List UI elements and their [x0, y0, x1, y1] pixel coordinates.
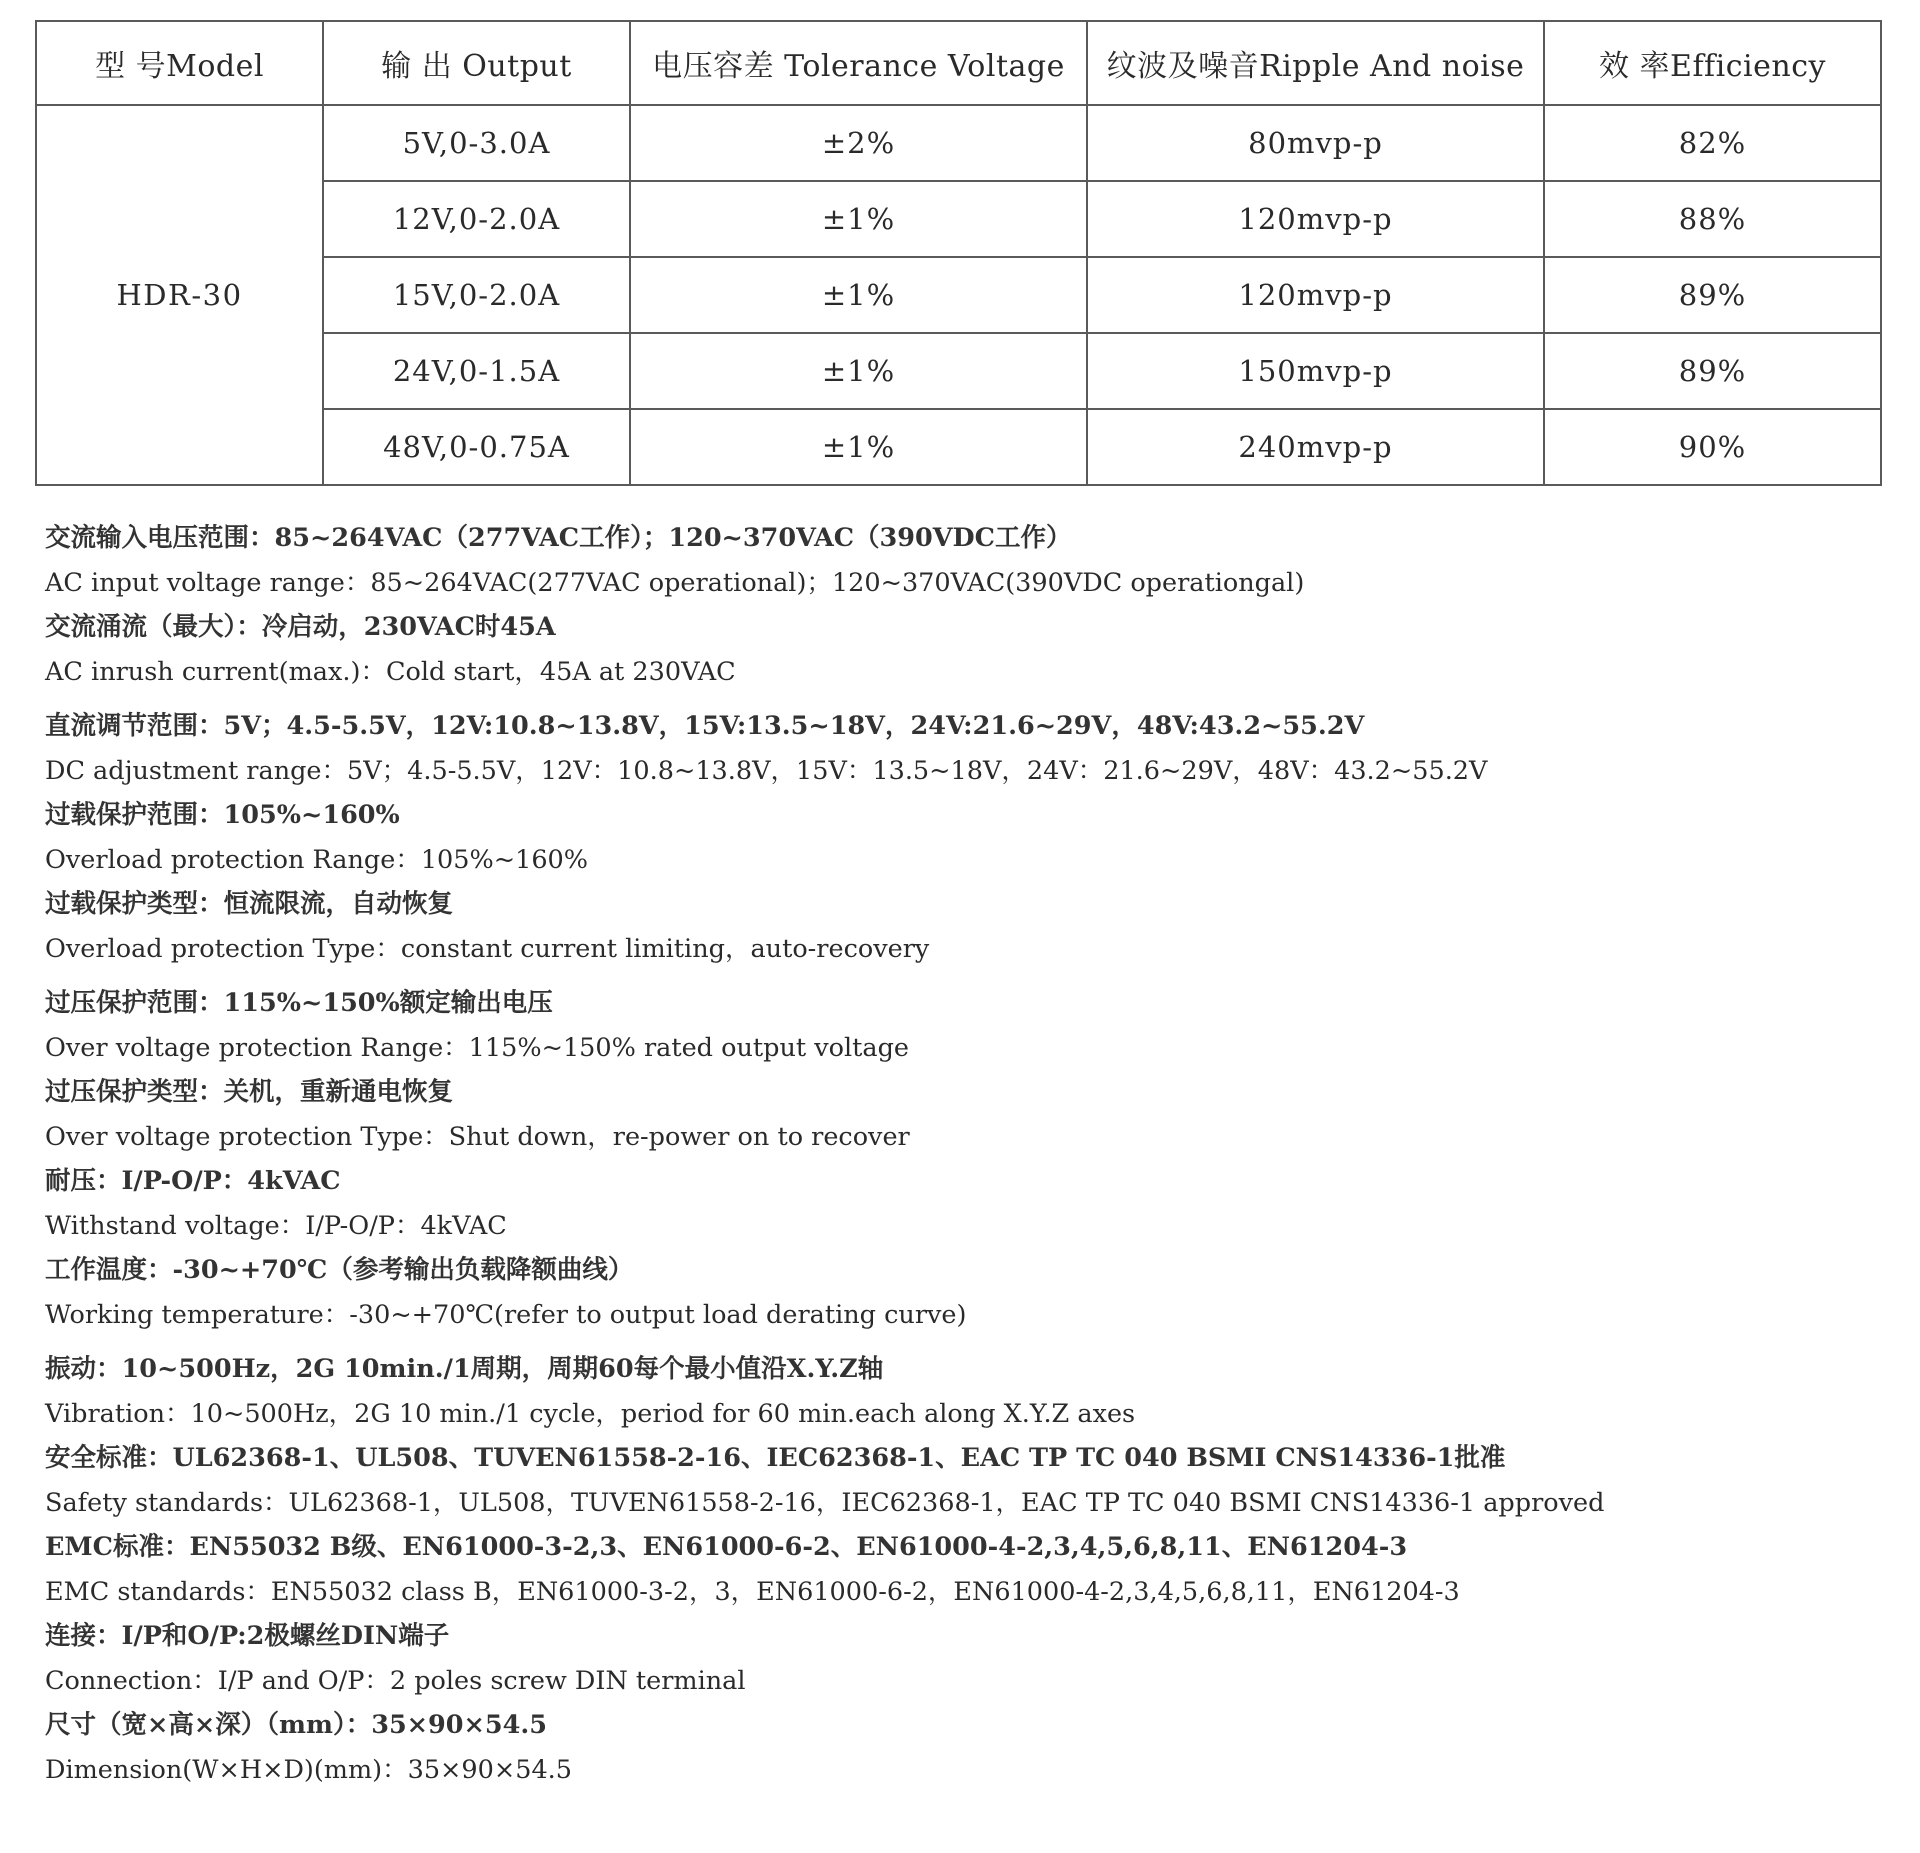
connection-cn: 连接：I/P和O/P:2极螺丝DIN端子: [45, 1621, 450, 1651]
output-cell: 48V,0-0.75A: [323, 409, 630, 485]
spec-table: [35, 20, 1882, 486]
overload-type-cn: 过载保护类型：恒流限流，自动恢复: [45, 889, 454, 919]
ac-input-cn: 交流输入电压范围：85~264VAC（277VAC工作）；120~370VAC（390VDC工作）: [45, 523, 1072, 553]
output-cell: 12V,0-2.0A: [323, 181, 630, 257]
table-header-row: [36, 21, 1881, 105]
efficiency-cell: 82%: [1544, 105, 1881, 181]
efficiency-cell: 89%: [1544, 257, 1881, 333]
dimension-cn: 尺寸（宽×高×深）（mm）：35×90×54.5: [45, 1710, 548, 1740]
efficiency-cell: 88%: [1544, 181, 1881, 257]
model-cell: HDR-30: [36, 105, 323, 485]
overvoltage-range-cn: 过压保护范围：115%~150%额定输出电压: [45, 988, 553, 1018]
spec-list: [45, 516, 1885, 1792]
tolerance-cell: ±1%: [630, 257, 1087, 333]
header-tolerance: 电压容差 Tolerance Voltage: [630, 21, 1087, 105]
withstand-cn: 耐压：I/P-O/P：4kVAC: [45, 1166, 341, 1196]
emc-en: EMC standards：EN55032 class B，EN61000-3-2，3，EN61000-6-2，EN61000-4-2,3,4,5,6,8,11，EN61204-3: [45, 1576, 1460, 1607]
output-cell: 24V,0-1.5A: [323, 333, 630, 409]
efficiency-cell: 89%: [1544, 333, 1881, 409]
tolerance-cell: ±1%: [630, 409, 1087, 485]
tolerance-cell: ±1%: [630, 333, 1087, 409]
output-cell: 5V,0-3.0A: [323, 105, 630, 181]
tolerance-cell: ±2%: [630, 105, 1087, 181]
connection-en: Connection：I/P and O/P：2 poles screw DIN terminal: [45, 1665, 746, 1696]
header-model: 型 号Model: [36, 21, 323, 105]
safety-cn: 安全标准：UL62368-1、UL508、TUVEN61558-2-16、IEC62368-1、EAC TP TC 040 BSMI CNS14336-1批准: [45, 1443, 1506, 1473]
overload-range-cn: 过载保护范围：105%~160%: [45, 800, 400, 830]
ripple-cell: 80mvp-p: [1087, 105, 1544, 181]
temperature-en: Working temperature：-30~+70℃(refer to output load derating curve): [45, 1299, 967, 1330]
ripple-cell: 120mvp-p: [1087, 257, 1544, 333]
withstand-en: Withstand voltage：I/P-O/P：4kVAC: [45, 1210, 507, 1241]
dc-adjust-en: DC adjustment range：5V；4.5-5.5V，12V：10.8~13.8V，15V：13.5~18V，24V：21.6~29V，48V：43.2~55.2V: [45, 755, 1488, 786]
safety-en: Safety standards：UL62368-1，UL508，TUVEN61558-2-16，IEC62368-1，EAC TP TC 040 BSMI CNS14336-1 approved: [45, 1487, 1605, 1518]
header-efficiency: 效 率Efficiency: [1544, 21, 1881, 105]
ripple-cell: 150mvp-p: [1087, 333, 1544, 409]
dimension-en: Dimension(W×H×D)(mm)：35×90×54.5: [45, 1754, 572, 1785]
vibration-cn: 振动：10~500Hz，2G 10min./1周期，周期60每个最小值沿X.Y.Z轴: [45, 1354, 884, 1384]
output-cell: 15V,0-2.0A: [323, 257, 630, 333]
temperature-cn: 工作温度：-30~+70℃（参考输出负载降额曲线）: [45, 1255, 634, 1285]
emc-cn: EMC标准：EN55032 B级、EN61000-3-2,3、EN61000-6-2、EN61000-4-2,3,4,5,6,8,11、EN61204-3: [45, 1532, 1408, 1562]
overvoltage-range-en: Over voltage protection Range：115%~150% rated output voltage: [45, 1032, 910, 1063]
ripple-cell: 120mvp-p: [1087, 181, 1544, 257]
tolerance-cell: ±1%: [630, 181, 1087, 257]
vibration-en: Vibration：10~500Hz，2G 10 min./1 cycle，period for 60 min.each along X.Y.Z axes: [45, 1398, 1136, 1429]
inrush-cn: 交流涌流（最大）：冷启动，230VAC时45A: [45, 612, 556, 642]
overload-type-en: Overload protection Type：constant current limiting，auto-recovery: [45, 933, 930, 964]
overvoltage-type-cn: 过压保护类型：关机，重新通电恢复: [45, 1077, 454, 1107]
table-row: [36, 105, 1881, 181]
overvoltage-type-en: Over voltage protection Type：Shut down，re-power on to recover: [45, 1121, 910, 1152]
efficiency-cell: 90%: [1544, 409, 1881, 485]
ac-input-en: AC input voltage range：85~264VAC(277VAC operational)；120~370VAC(390VDC operationgal): [45, 567, 1305, 598]
dc-adjust-cn: 直流调节范围：5V；4.5-5.5V，12V:10.8~13.8V，15V:13.5~18V，24V:21.6~29V，48V:43.2~55.2V: [45, 711, 1365, 741]
inrush-en: AC inrush current(max.)：Cold start，45A at 230VAC: [45, 656, 736, 687]
header-output: 输 出 Output: [323, 21, 630, 105]
header-ripple: 纹波及噪音Ripple And noise: [1087, 21, 1544, 105]
overload-range-en: Overload protection Range：105%~160%: [45, 844, 588, 875]
ripple-cell: 240mvp-p: [1087, 409, 1544, 485]
